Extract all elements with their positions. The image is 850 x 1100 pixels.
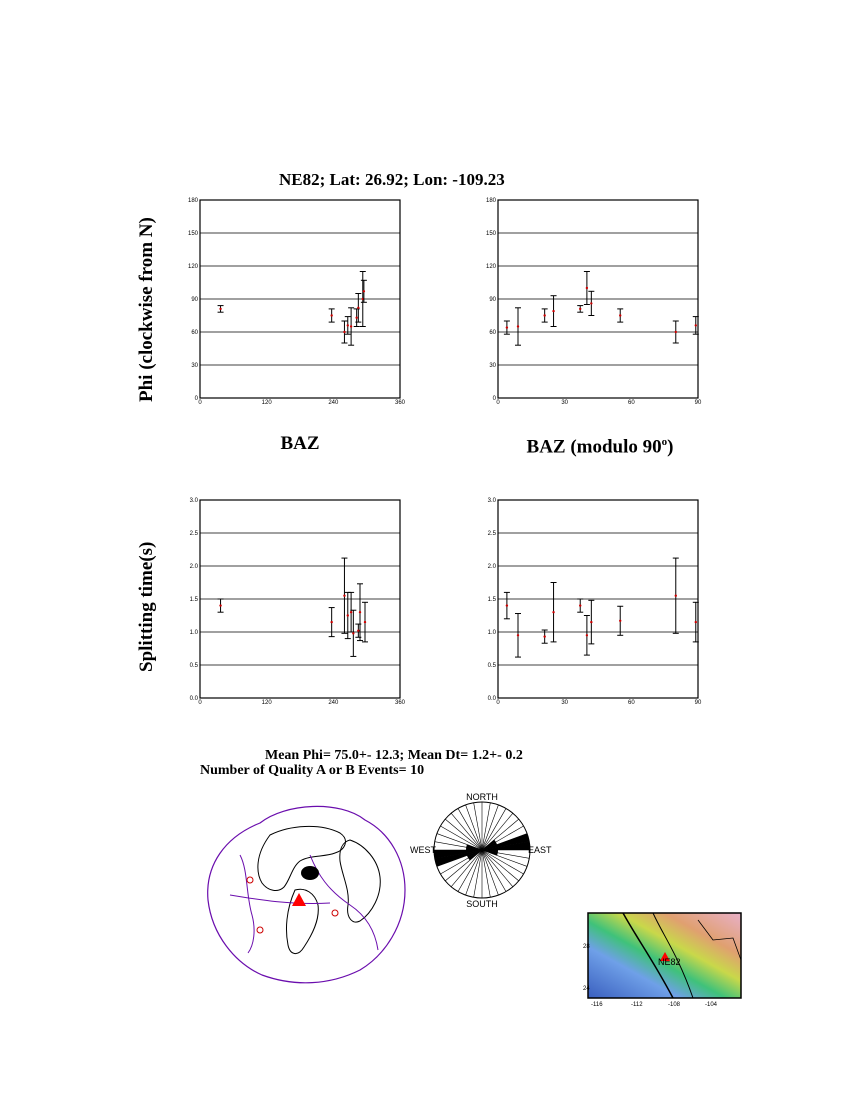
baz-label: BAZ — [280, 433, 320, 454]
plot-phi-baz-mod — [485, 192, 708, 406]
data-point — [343, 595, 345, 597]
data-point — [590, 302, 592, 304]
x-tick-label: 360 — [394, 400, 406, 406]
data-point — [695, 324, 697, 326]
station-triangle — [292, 893, 306, 906]
globe-outline — [208, 806, 405, 982]
data-point — [619, 620, 621, 622]
inset-xtick: -116 — [591, 1002, 603, 1008]
data-point — [579, 308, 581, 310]
x-tick-label: 30 — [561, 700, 569, 706]
data-point — [675, 595, 677, 597]
x-tick-label: 240 — [328, 700, 339, 706]
page-title: NE82; Lat: 26.92; Lon: -109.23 — [279, 170, 505, 189]
rose-east-label: EAST — [528, 845, 552, 855]
continent-south — [286, 889, 318, 953]
event-marker — [247, 877, 253, 883]
y-tick-label: 90 — [191, 297, 198, 303]
y-tick-label: 2.0 — [487, 564, 496, 570]
y-tick-label: 0.5 — [189, 663, 198, 669]
summary-count: Number of Quality A or B Events= 10 — [200, 763, 425, 778]
y-tick-label: 3.0 — [189, 498, 198, 504]
rose-north-label: NORTH — [466, 792, 498, 802]
event-marker — [332, 910, 338, 916]
data-point — [552, 611, 554, 613]
dt-axis-label: Splitting time(s) — [136, 541, 157, 672]
dark-region — [301, 866, 319, 880]
y-tick-label: 0.5 — [487, 663, 496, 669]
data-point — [586, 634, 588, 636]
y-tick-label: 1.5 — [189, 597, 198, 603]
data-point — [675, 331, 677, 333]
data-point — [552, 310, 554, 312]
data-point — [219, 308, 221, 310]
data-point — [363, 290, 365, 292]
x-tick-label: 120 — [261, 400, 272, 406]
data-point — [347, 614, 349, 616]
y-tick-label: 120 — [187, 264, 198, 270]
y-tick-label: 2.0 — [189, 564, 198, 570]
y-tick-label: 0.0 — [189, 696, 198, 702]
x-tick-label: 30 — [561, 400, 569, 406]
x-tick-label: 0 — [496, 700, 500, 706]
rose-south-label: SOUTH — [466, 899, 498, 909]
rose-west-label: WEST — [410, 845, 436, 855]
x-tick-label: 90 — [694, 700, 702, 706]
plate-boundary-1 — [240, 855, 254, 953]
data-point — [506, 326, 508, 328]
plate-boundary-2 — [310, 855, 378, 950]
data-point — [343, 331, 345, 333]
y-tick-label: 0 — [492, 396, 496, 402]
inset-ytick: 28 — [583, 944, 590, 950]
x-tick-label: 0 — [198, 400, 202, 406]
inset-xtick: -112 — [631, 1002, 643, 1008]
inset-station-label: NE82 — [658, 957, 681, 967]
data-point — [517, 325, 519, 327]
x-tick-label: 60 — [627, 400, 635, 406]
y-tick-label: 150 — [187, 231, 198, 237]
data-point — [579, 604, 581, 606]
data-point — [619, 314, 621, 316]
data-point — [364, 621, 366, 623]
data-point — [330, 314, 332, 316]
x-tick-label: 0 — [198, 700, 202, 706]
data-point — [695, 621, 697, 623]
inset-map-svg — [583, 910, 745, 1010]
data-point — [357, 307, 359, 309]
continent-north — [258, 826, 346, 890]
data-point — [506, 604, 508, 606]
y-tick-label: 150 — [485, 231, 496, 237]
data-point — [355, 317, 357, 319]
baz-mod-text: BAZ (modulo 90 — [526, 436, 662, 458]
data-point — [543, 314, 545, 316]
data-point — [586, 287, 588, 289]
y-tick-label: 2.5 — [189, 531, 198, 537]
y-tick-label: 30 — [191, 363, 198, 369]
plot-phi-baz — [187, 192, 410, 406]
y-tick-label: 60 — [489, 330, 496, 336]
globe-map — [200, 795, 412, 990]
data-point — [350, 325, 352, 327]
data-point — [357, 629, 359, 631]
data-point — [590, 621, 592, 623]
y-tick-label: 60 — [191, 330, 198, 336]
baz-mod-label — [490, 436, 710, 458]
baz-mod-degree: o — [661, 436, 668, 448]
y-tick-label: 30 — [489, 363, 496, 369]
inset-xtick: -104 — [705, 1002, 718, 1008]
inset-map — [583, 910, 745, 1010]
data-point — [543, 635, 545, 637]
y-tick-label: 0 — [194, 396, 198, 402]
phi-axis-label: Phi (clockwise from N) — [136, 217, 157, 402]
y-tick-label: 1.0 — [189, 630, 198, 636]
data-point — [517, 634, 519, 636]
rose-diagram — [395, 788, 570, 913]
y-tick-label: 120 — [485, 264, 496, 270]
y-tick-label: 2.5 — [487, 531, 496, 537]
baz-mod-end: ) — [667, 436, 674, 458]
data-point — [350, 611, 352, 613]
data-point — [347, 324, 349, 326]
plot-dt-baz-mod — [488, 492, 708, 704]
data-point — [359, 611, 361, 613]
data-point — [352, 632, 354, 634]
continent-east — [340, 840, 380, 922]
y-tick-label: 3.0 — [487, 498, 496, 504]
x-tick-label: 120 — [261, 700, 272, 706]
data-point — [330, 621, 332, 623]
plot-dt-baz — [190, 492, 410, 704]
x-tick-label: 0 — [496, 400, 500, 406]
inset-xtick: -108 — [668, 1002, 681, 1008]
y-tick-label: 90 — [489, 297, 496, 303]
x-tick-label: 360 — [394, 700, 406, 706]
y-tick-label: 1.0 — [487, 630, 496, 636]
event-marker — [257, 927, 263, 933]
data-point — [219, 604, 221, 606]
x-tick-label: 90 — [694, 400, 702, 406]
summary-mean: Mean Phi= 75.0+- 12.3; Mean Dt= 1.2+- 0.2 — [265, 748, 523, 763]
inset-ytick: 24 — [583, 986, 590, 992]
plate-boundary-3 — [230, 895, 330, 903]
x-tick-label: 60 — [627, 700, 635, 706]
x-tick-label: 240 — [328, 400, 339, 406]
y-tick-label: 1.5 — [487, 597, 496, 603]
y-tick-label: 180 — [485, 198, 496, 204]
y-tick-label: 180 — [187, 198, 198, 204]
y-tick-label: 0.0 — [487, 696, 496, 702]
